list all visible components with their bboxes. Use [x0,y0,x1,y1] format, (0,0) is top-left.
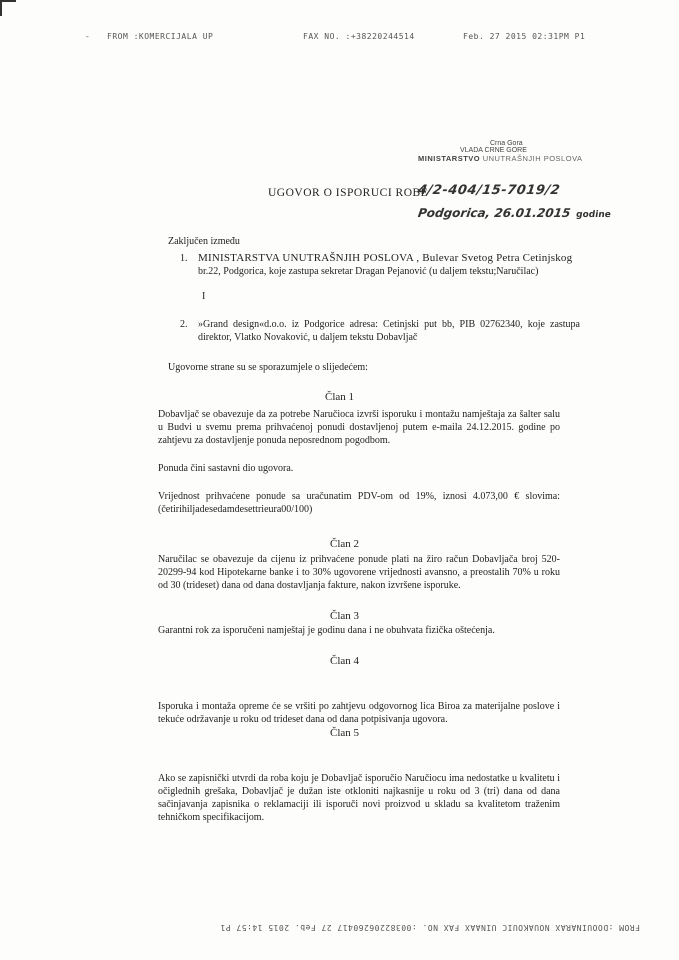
article-5-text: Ako se zapisnički utvrdi da roba koju je Dobavljač isporučio Naručiocu ima nedostatke u kvalitetu i očiglednih grešaka, Dobavljač je dužan iste otkloniti najkasnije u roku od 3 (tri) dana od dana sačinjavanja zapisnika o reklamaciji ili isporuči novi proizvod u skladu sa kvalitetom traženim tehničkom specifikacijom. [158,773,560,823]
party-1-line-2: br.22, Podgorica, koje zastupa sekretar Dragan Pejanović (u daljem tekstu;Naručilac) [198,266,539,277]
letterhead-ministry [418,154,600,163]
place-date-value: Podgorica, 26.01.2015 [417,206,572,220]
article-1-heading: Član 1 [325,391,355,403]
article-1-text: Dobavljač se obavezuje da za potrebe Naručioca izvrši isporuku i montažu namještaja za šalter salu u Budvi u svemu prema prihvaćenoj ponudi dostavljenoj putem e-maila 24.12.2015. godine po zahtjevu za dostavljenje ponuda neposrednom pogodbom. [158,409,560,446]
article-2-text: Naručilac se obavezuje da cijenu iz prihvaćene ponude plati na žiro račun Dobavljača broj 520-20299-94 kod Hipotekarne banke i to 30% ugovorene vrijednosti avansno, a preostalih 70% u roku od 30 (trideset) dana od dana dostavljanja fakture, nakon izvršene isporuke. [158,554,560,591]
fax-header-number: FAX NO. :+38220244514 [303,32,415,41]
article-2-heading: Član 2 [330,538,360,550]
party-1-line-1: MINISTARSTVA UNUTRAŠNJIH POSLOVA , Bulevar Svetog Petra Cetinjskog [198,252,573,264]
agreement-intro: Ugovorne strane su se sporazumjele o slijedećem: [168,362,368,373]
fax-header-date: Feb. 27 2015 02:31PM P1 [463,32,586,41]
article-3-text: Garantni rok za isporučeni namještaj je godinu dana i ne obuhvata fizička oštećenja. [158,625,495,636]
article-3-heading: Član 3 [330,610,360,622]
party-1-number: 1. [180,253,188,264]
letterhead-government: VLADA CRNE GORE [460,147,527,154]
party-separator: I [202,291,206,302]
party-1 [180,252,580,278]
fax-header-dash: - [85,32,91,41]
letterhead-ministry-light: UNUTRAŠNJIH POSLOVA [482,154,583,163]
place-date-suffix: godine [575,210,612,220]
party-2 [180,318,580,344]
article-5-heading: Član 5 [330,727,360,739]
party-2-text: »Grand design«d.o.o. iz Podgorice adresa: Cetinjski put bb, PIB 02762340, koje zastupa direktor, Vlatko Novaković, u daljem tekstu Dobavljač [198,319,580,343]
place-date-handwritten [417,206,612,220]
article-4-heading: Član 4 [330,655,360,667]
scan-corner-mark [0,0,16,16]
document-title: UGOVOR O ISPORUCI ROBE [268,187,429,199]
article-4-text: Isporuka i montaža opreme će se vršiti po zahtjevu odgovornog lica Biroa za materijalne poslove i tekuće održavanje u roku od trideset dana od dana potpisivanja ugovora. [158,701,560,725]
article-1-text-3: Vrijednost prihvaćene ponude sa uračunatim PDV-om od 19%, iznosi 4.073,00 € slovima:(četirihiljadesedamdesettrieura00/100) [158,491,560,515]
article-1-text-2: Ponuda čini sastavni dio ugovora. [158,463,294,474]
letterhead [410,140,600,163]
registry-number-handwritten: 4/2-404/15-7019/2 [416,183,562,198]
letterhead-country: Crna Gora [490,140,523,147]
intro-text: Zaključen između [168,236,240,247]
fax-footer-inverted: FROM :DOOUINARAX NOUAKOUIC UINAAX FAX NO. :00382206260417 27 Feb. 2015 14:57 P1 [220,923,640,932]
party-2-number: 2. [180,319,188,330]
fax-header-from: FROM :KOMERCIJALA UP [107,32,214,41]
letterhead-ministry-bold: MINISTARSTVO [418,154,481,163]
